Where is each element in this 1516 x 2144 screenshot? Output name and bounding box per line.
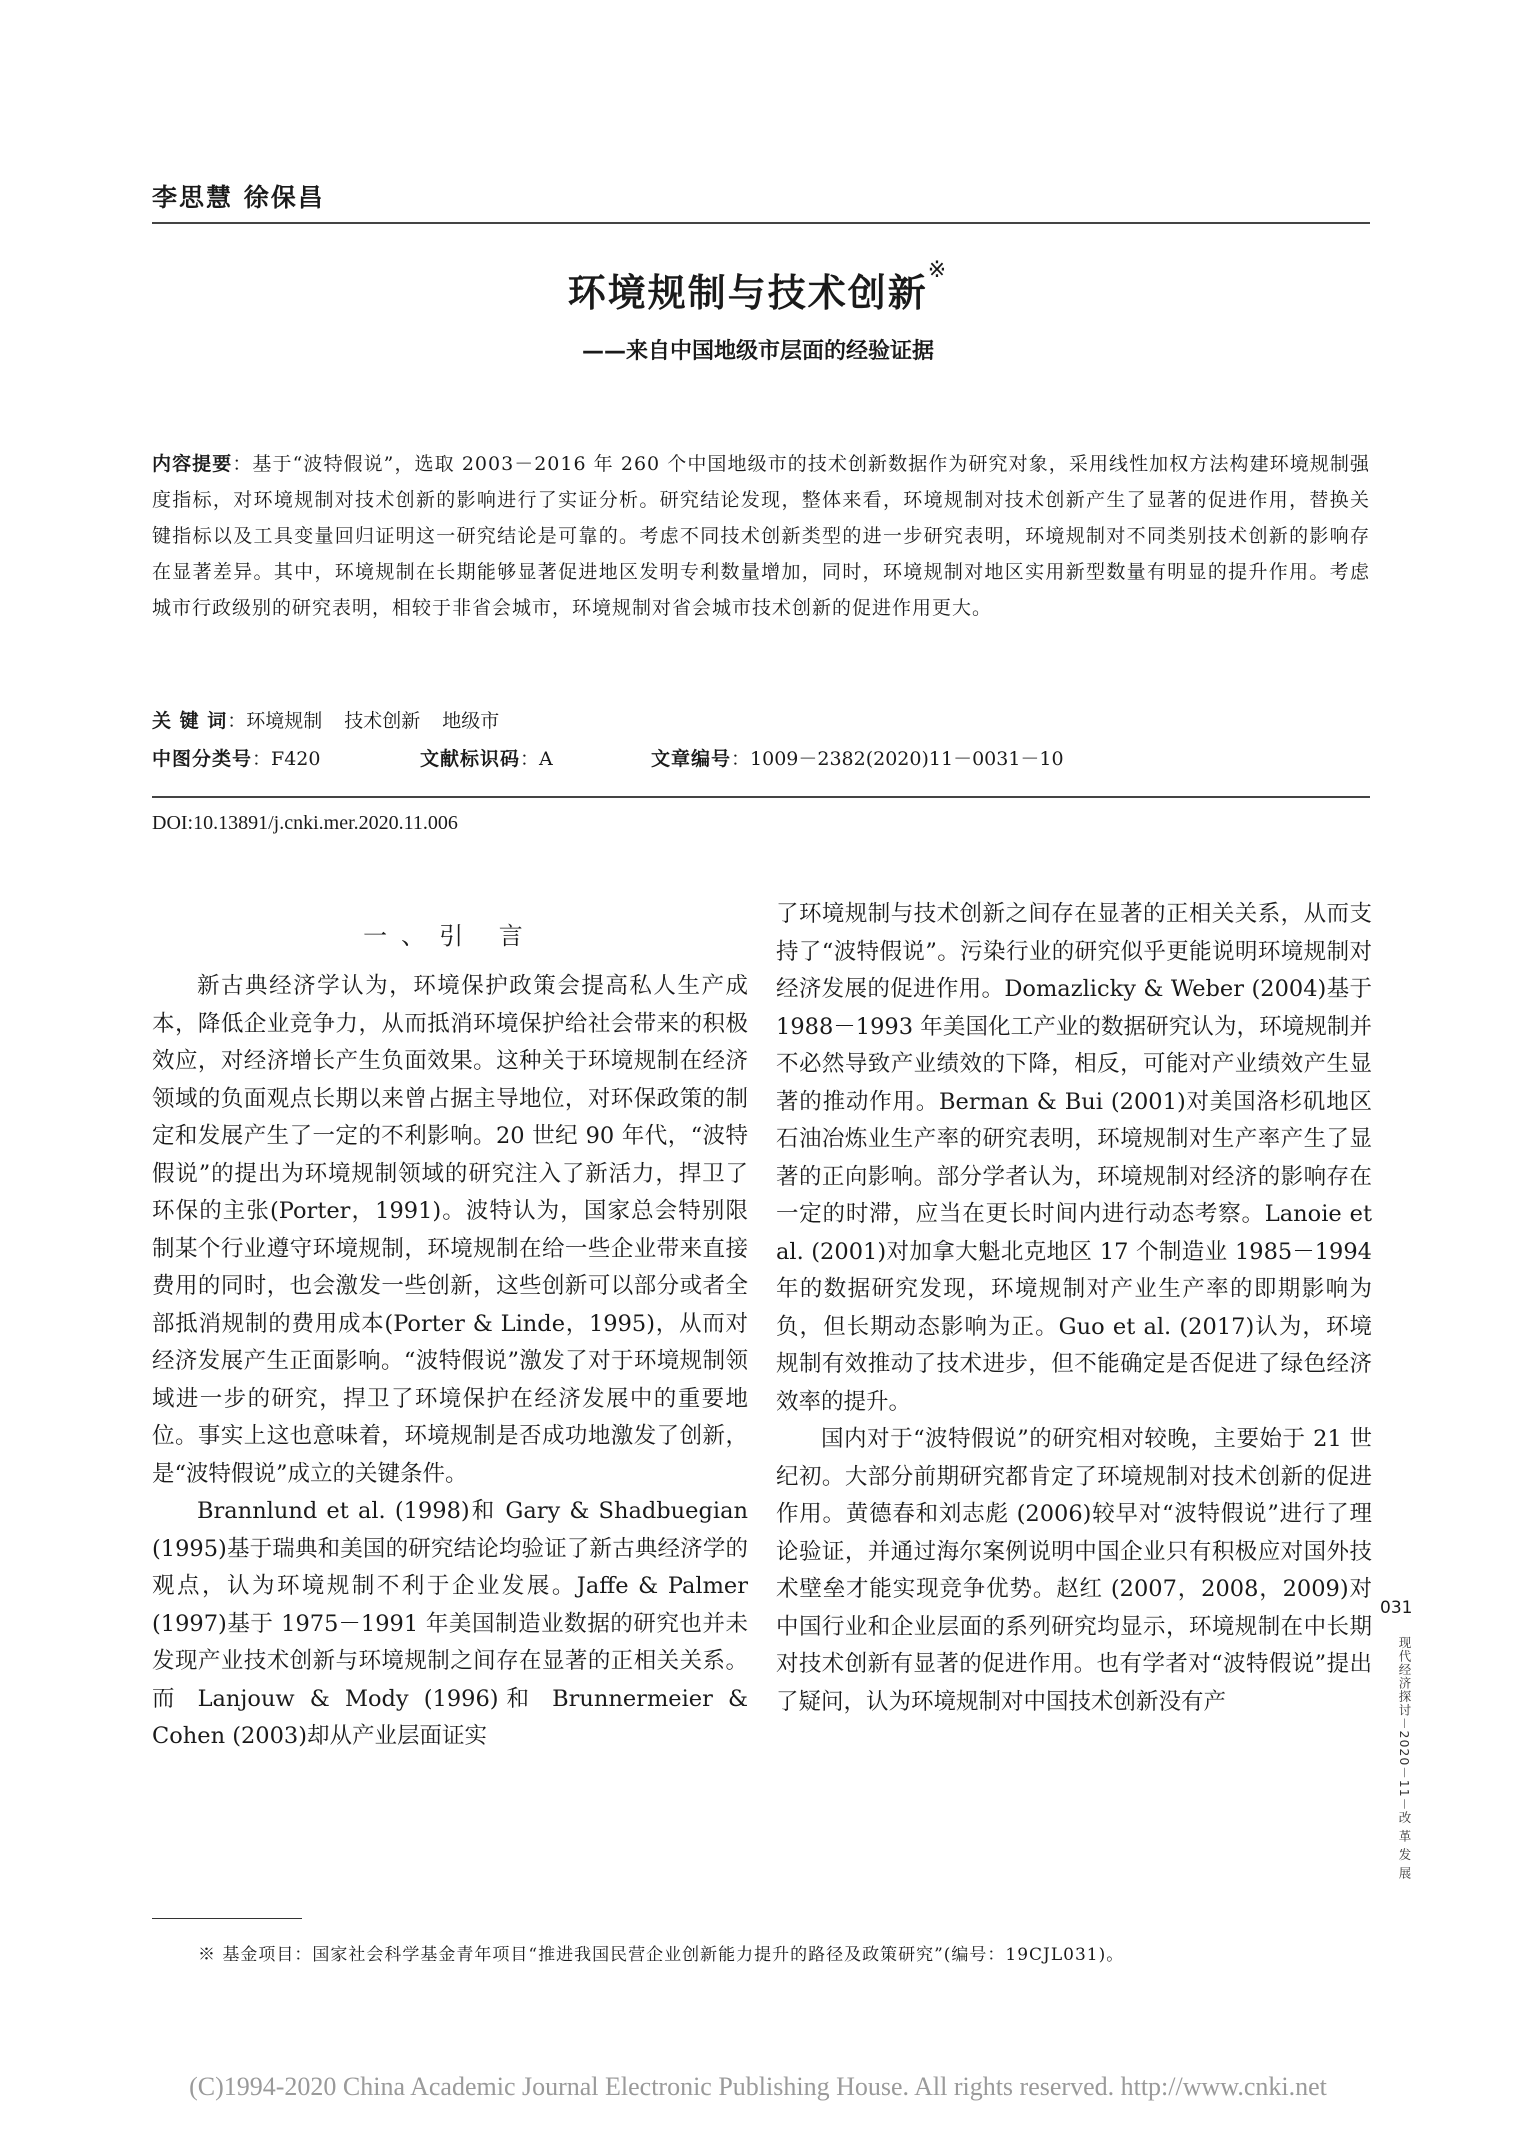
paragraph: 新古典经济学认为，环境保护政策会提高私人生产成本，降低企业竞争力，从而抵消环境保护给社会带来的积极效应，对经济增长产生负面效果。这种关于环境规制在经济领域的负面观点长期以来曾占据主导地位，对环保政策的制定和发展产生了一定的不利影响。20 世纪 90 年代，“波特假说”的提出为环境规制领域的研究注入了新活力，捍卫了环保的主张(Porter，1991)。波特认为，国家总会特别限制某个行业遵守环境规制，环境规制在给一些企业带来直接费用的同时，也会激发一些创新，这些创新可以部分或者全部抵消规制的费用成本(Porter & Linde，1995)，从而对经济发展产生正面影响。“波特假说”激发了对于环境规制领域进一步的研究，捍卫了环境保护在经济发展中的重要地位。事实上这也意味着，环境规制是否成功地激发了创新，是“波特假说”成立的关键条件。: [152, 973, 748, 1487]
paragraph: 了环境规制与技术创新之间存在显著的正相关关系，从而支持了“波特假说”。污染行业的研究似乎更能说明环境规制对经济发展的促进作用。Domazlicky & Weber (2004)基于 1988－1993 年美国化工产业的数据研究认为，环境规制并不必然导致产业绩效的下降，相反，可能对产业绩效产生显著的推动作用。Berman & Bui (2001)对美国洛杉矶地区石油冶炼业生产率的研究表明，环境规制对生产率产生了显著的正向影响。部分学者认为，环境规制对经济的影响存在一定的时滞，应当在更长时间内进行动态考察。Lanoie et al. (2001)对加拿大魁北克地区 17 个制造业 1985－1994 年的数据研究发现，环境规制对产业生产率的即期影响为负，但长期动态影响为正。Guo et al. (2017)认为，环境规制有效推动了技术进步，但不能确定是否促进了绿色经济效率的提升。: [776, 901, 1372, 1415]
paragraph: Brannlund et al. (1998)和 Gary & Shadbuegian (1995)基于瑞典和美国的研究结论均验证了新古典经济学的观点，认为环境规制不利于企业发展。Jaffe & Palmer (1997)基于 1975－1991 年美国制造业数据的研究也并未发现产业技术创新与环境规制之间存在显著的正相关关系。而 Lanjouw & Mody (1996)和 Brunnermeier & Cohen (2003)却从产业层面证实: [152, 1498, 748, 1749]
abstract-label: 内容提要: [152, 453, 233, 475]
art-value: ：1009－2382(2020)11－0031－10: [731, 748, 1064, 770]
keywords-sep: ：: [227, 710, 247, 732]
clc-label: 中图分类号: [152, 748, 253, 770]
article-number: [651, 744, 1064, 771]
author-names: 李思慧 徐保昌: [152, 183, 325, 212]
journal-side-label: 现代经济探讨－2020－11－改 革 发 展: [1397, 1636, 1412, 1881]
footnote-mark: ※: [927, 258, 949, 283]
meta-rule: [152, 796, 1370, 798]
body-right-column: [776, 896, 1372, 1721]
title-text: 环境规制与技术创新: [567, 271, 928, 315]
abstract: [152, 446, 1370, 626]
body-left-column: [152, 900, 748, 1756]
keywords-line: [152, 706, 499, 733]
section-heading: 一、引 言: [363, 922, 537, 950]
copyright-watermark: (C)1994-2020 China Academic Journal Electronic Publishing House. All rights reserved. http://www.cnki.net: [189, 2072, 1327, 2101]
keyword: 环境规制: [246, 710, 323, 732]
footnote-rule: [152, 1918, 302, 1919]
doc-label: 文献标识码: [420, 748, 521, 770]
header-rule: [152, 222, 1370, 224]
clc-code: [152, 744, 320, 771]
keyword: 技术创新: [344, 710, 421, 732]
clc-value: ：F420: [252, 748, 321, 770]
footnote: ※ 基金项目：国家社会科学基金青年项目“推进我国民营企业创新能力提升的路径及政策研究”(编号：19CJL031)。: [198, 1945, 1125, 1965]
article-subtitle: ——来自中国地级市层面的经验证据: [581, 339, 934, 364]
doi: DOI:10.13891/j.cnki.mer.2020.11.006: [152, 812, 458, 834]
art-label: 文章编号: [651, 748, 732, 770]
article-title: [0, 258, 1516, 317]
page-number: 031: [1380, 1598, 1413, 1618]
paragraph: 国内对于“波特假说”的研究相对较晚，主要始于 21 世纪初。大部分前期研究都肯定了环境规制对技术创新的促进作用。黄德春和刘志彪 (2006)较早对“波特假说”进行了理论验证，并通过海尔案例说明中国企业只有积极应对国外技术壁垒才能实现竞争优势。赵红 (2007，2008，2009)对中国行业和企业层面的系列研究均显示，环境规制在中长期对技术创新有显著的促进作用。也有学者对“波特假说”提出了疑问，认为环境规制对中国技术创新没有产: [776, 1426, 1372, 1715]
doc-value: ：A: [520, 748, 553, 770]
keywords-label: 关 键 词: [152, 710, 228, 732]
abstract-text: ：基于“波特假说”，选取 2003－2016 年 260 个中国地级市的技术创新数据作为研究对象，采用线性加权方法构建环境规制强度指标，对环境规制对技术创新的影响进行了实证分析。研究结论发现，整体来看，环境规制对技术创新产生了显著的促进作用，替换关键指标以及工具变量回归证明这一研究结论是可靠的。考虑不同技术创新类型的进一步研究表明，环境规制对不同类别技术创新的影响存在显著差异。其中，环境规制在长期能够显著促进地区发明专利数量增加，同时，环境规制对地区实用新型数量有明显的提升作用。考虑城市行政级别的研究表明，相较于非省会城市，环境规制对省会城市技术创新的促进作用更大。: [152, 453, 1370, 619]
keyword: 地级市: [442, 710, 500, 732]
document-code: [420, 744, 553, 771]
